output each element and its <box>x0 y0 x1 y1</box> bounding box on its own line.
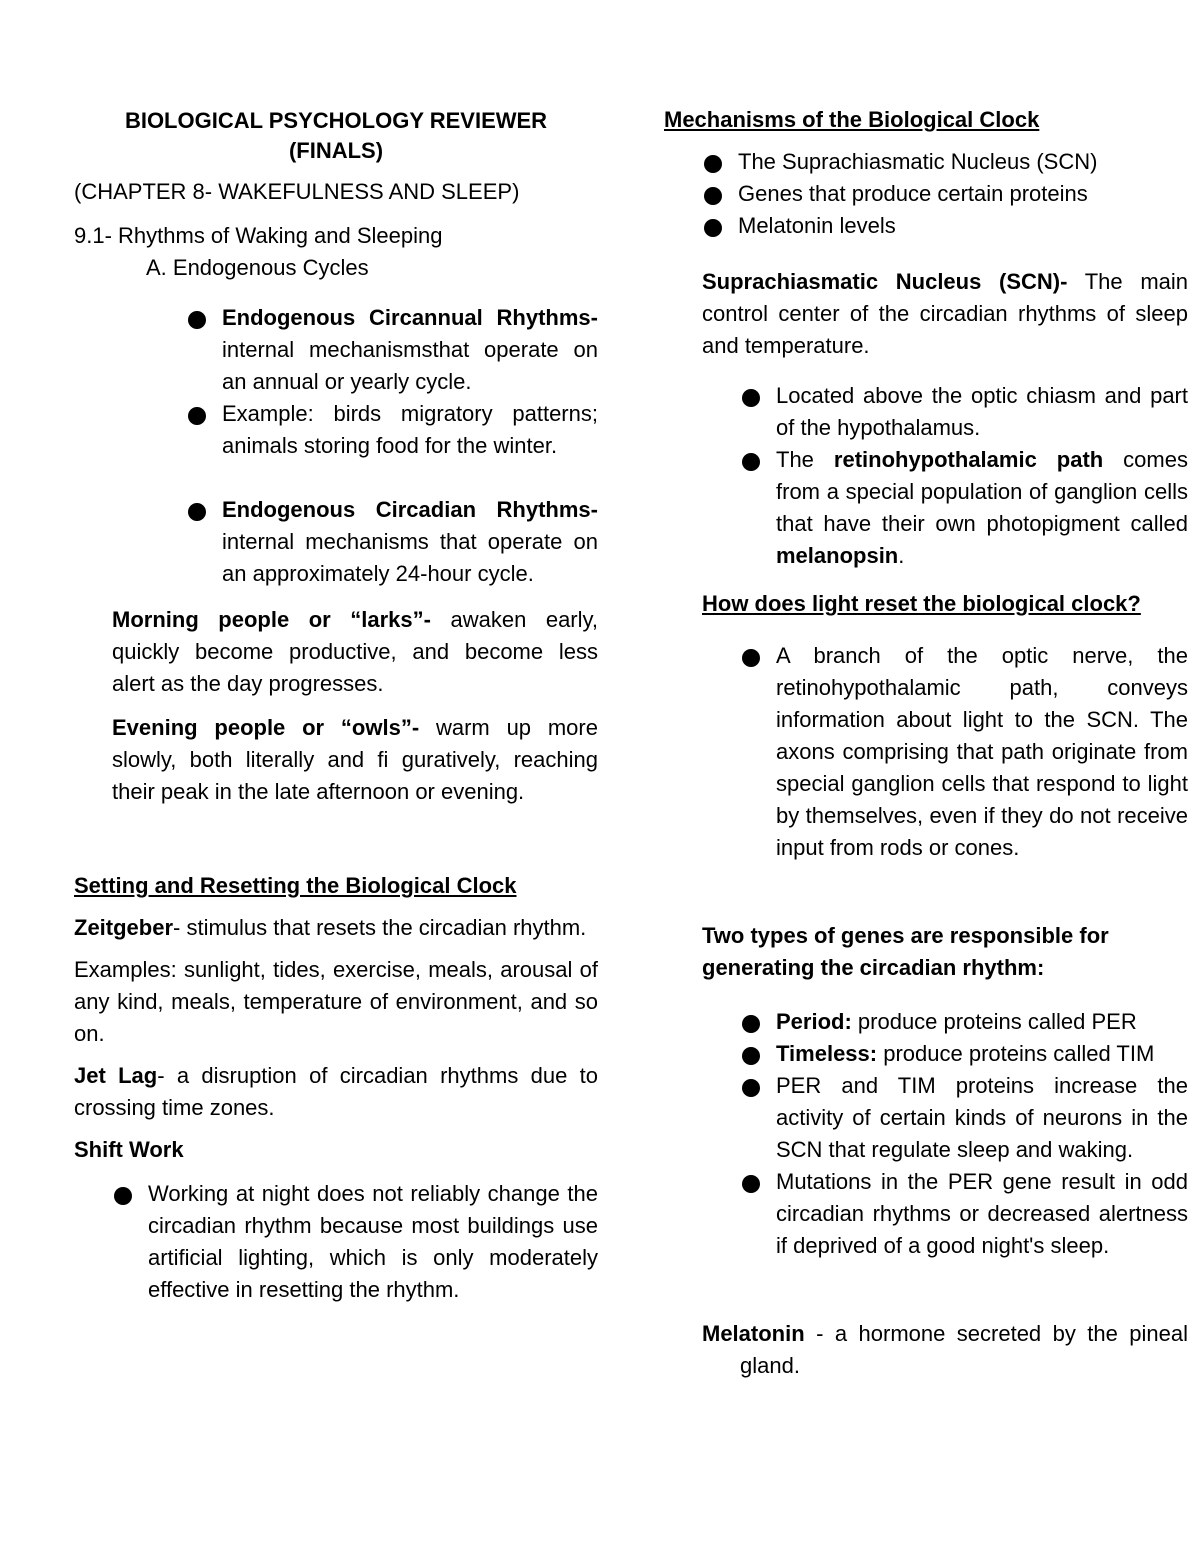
title-line-2: (FINALS) <box>288 138 384 163</box>
bullet-text: . <box>898 543 905 568</box>
list-item: Melatonin levels <box>702 210 1188 242</box>
light-list <box>740 640 1188 864</box>
right-column <box>664 104 1188 1382</box>
bullet-term: Timeless: <box>776 1041 878 1066</box>
bullet-text: internal mechanisms that operate on an approximately 24-hour cycle. <box>222 529 598 586</box>
jetlag-paragraph <box>74 1060 598 1124</box>
chapter-heading: (CHAPTER 8- WAKEFULNESS AND SLEEP) <box>74 179 520 204</box>
title-line-1: BIOLOGICAL PSYCHOLOGY REVIEWER <box>124 108 548 133</box>
right-body <box>664 266 1188 1382</box>
list-item: The Suprachiasmatic Nucleus (SCN) <box>702 146 1188 178</box>
list-item: Located above the optic chiasm and part of the hypothalamus. <box>740 380 1188 444</box>
scn-text: The main control center of the circadian rhythms of sleep and temperature. <box>702 269 1189 358</box>
bullet-term: retinohypothalamic path <box>833 447 1104 472</box>
list-item: Mutations in the PER gene result in odd circadian rhythms or decreased alertness if deprived of a good night's sleep. <box>740 1166 1188 1262</box>
bullet-text: Example: birds migratory patterns; animals storing food for the winter. <box>222 401 598 458</box>
scn-list <box>740 380 1188 572</box>
shift-work-heading: Shift Work <box>74 1137 184 1162</box>
left-column <box>74 100 598 1306</box>
zeitgeber-paragraph <box>74 912 598 944</box>
bullet-text: produce proteins called TIM <box>877 1041 1155 1066</box>
bullet-term: Endogenous Circannual Rhythms- <box>222 305 598 330</box>
list-item <box>740 1038 1188 1070</box>
scn-paragraph <box>702 266 1188 362</box>
bullet-text: internal mechanismsthat operate on an annual or yearly cycle. <box>222 337 598 394</box>
mechanisms-list <box>702 146 1188 242</box>
mechanisms-heading: Mechanisms of the Biological Clock <box>664 107 1040 132</box>
bullet-text: produce proteins called PER <box>851 1009 1137 1034</box>
scn-term: Suprachiasmatic Nucleus (SCN)- <box>702 269 1068 294</box>
section-heading: 9.1- Rhythms of Waking and Sleeping <box>74 223 443 248</box>
evening-paragraph <box>112 712 598 808</box>
jetlag-term: Jet Lag <box>74 1063 158 1088</box>
chronotype-block <box>74 604 598 808</box>
bullet-term: Period: <box>776 1009 852 1034</box>
bullet-text: comes from a special population of ganglion cells that have their own photopigment called <box>776 447 1188 536</box>
list-item: A branch of the optic nerve, the retinohypothalamic path, conveys information about light to the SCN. The axons comprising that path originate from special ganglion cells that respond to light by themselves, even if they do not receive input from rods or cones. <box>740 640 1188 864</box>
list-item <box>186 398 598 462</box>
setting-heading: Setting and Resetting the Biological Clock <box>74 873 517 898</box>
morning-paragraph <box>112 604 598 700</box>
light-heading: How does light reset the biological clock? <box>702 591 1141 616</box>
evening-term: Evening people or “owls”- <box>112 715 420 740</box>
morning-text: awaken early, quickly become productive, and become less alert as the day progresses. <box>112 607 599 696</box>
endogenous-list <box>186 302 598 590</box>
examples-paragraph: Examples: sunlight, tides, exercise, meals, arousal of any kind, meals, temperature of environment, and so on. <box>74 957 598 1046</box>
list-item: Working at night does not reliably change the circadian rhythm because most buildings use artificial lighting, which is only moderately effective in resetting the rhythm. <box>112 1178 598 1306</box>
melatonin-text: - a hormone secreted by the pineal gland. <box>740 1321 1188 1378</box>
bullet-term: Endogenous Circadian Rhythms- <box>222 497 598 522</box>
bullet-term: melanopsin <box>776 543 899 568</box>
genes-list <box>740 1006 1188 1262</box>
list-item <box>740 1006 1188 1038</box>
bullet-text: The <box>776 447 834 472</box>
melatonin-term: Melatonin <box>702 1321 805 1346</box>
list-item: Genes that produce certain proteins <box>702 178 1188 210</box>
morning-term: Morning people or “larks”- <box>112 607 431 632</box>
shift-work-list <box>112 1178 598 1306</box>
list-item <box>186 494 598 590</box>
melatonin-paragraph <box>702 1318 1188 1382</box>
zeitgeber-text: - stimulus that resets the circadian rhythm. <box>173 915 587 940</box>
genes-heading: Two types of genes are responsible for generating the circadian rhythm: <box>702 923 1109 980</box>
evening-text: warm up more slowly, both literally and fi guratively, reaching their peak in the late afternoon or evening. <box>112 715 598 804</box>
document-title <box>74 106 598 166</box>
jetlag-text: - a disruption of circadian rhythms due to crossing time zones. <box>74 1063 598 1120</box>
zeitgeber-term: Zeitgeber <box>74 915 174 940</box>
list-item <box>740 444 1188 572</box>
subsection-heading: A. Endogenous Cycles <box>146 255 369 280</box>
list-item: PER and TIM proteins increase the activity of certain kinds of neurons in the SCN that regulate sleep and waking. <box>740 1070 1188 1166</box>
list-item <box>186 302 598 398</box>
